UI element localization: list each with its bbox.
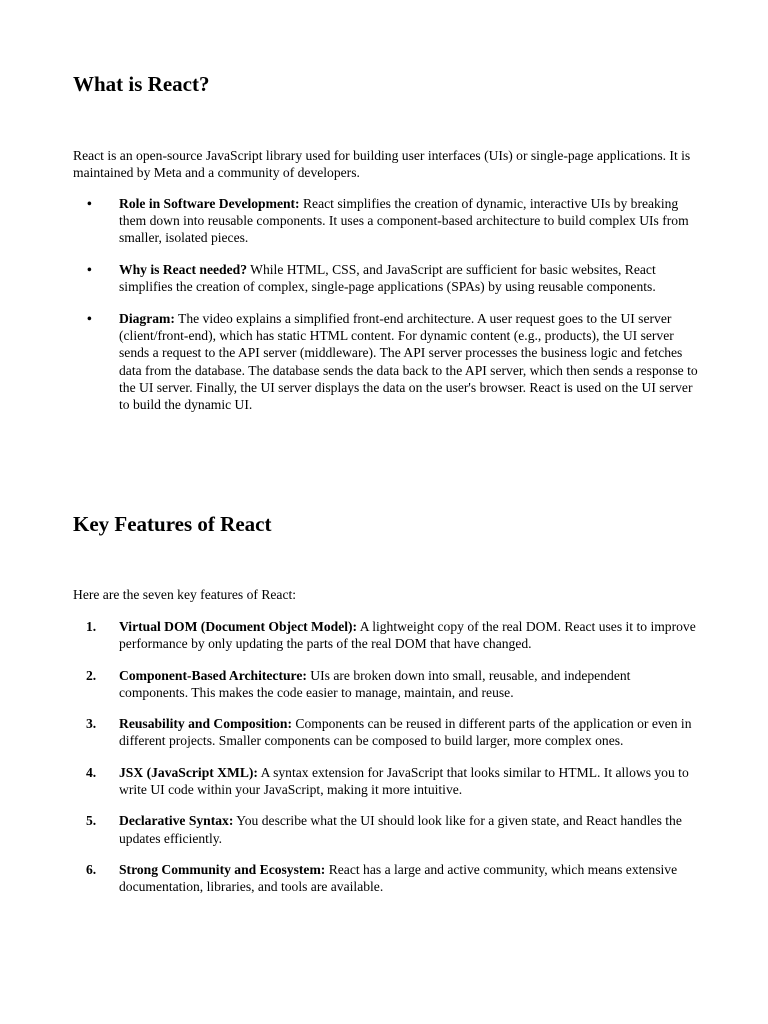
bullet-lead: Why is React needed? — [119, 262, 247, 278]
feature-item-declarative — [73, 812, 698, 846]
intro-paragraph: React is an open-source JavaScript library used for building user interfaces (UIs) or single-page applications. It is maintained by Meta and a community of developers. — [73, 148, 691, 181]
features-list — [73, 618, 698, 910]
bullet-marker: • — [87, 262, 92, 278]
bullet-lead: Diagram: — [119, 311, 175, 327]
feature-number: 5. — [86, 813, 97, 829]
feature-text: React has a large and active community, which means extensive documentation, libraries, and tools are available. — [119, 861, 678, 895]
feature-number: 4. — [86, 764, 97, 780]
feature-number: 3. — [86, 716, 97, 732]
feature-number: 6. — [86, 861, 97, 877]
feature-text: Components can be reused in different parts of the application or even in different projects. Smaller components can be composed to build larger, more complex ones. — [119, 716, 692, 749]
bullet-marker: • — [87, 311, 92, 327]
feature-lead: JSX (JavaScript XML): — [119, 764, 258, 780]
feature-lead: Virtual DOM (Document Object Model): — [119, 619, 358, 634]
feature-item-component-architecture — [73, 667, 698, 701]
bullet-list — [73, 195, 698, 428]
bullet-item-role — [73, 195, 698, 247]
feature-item-virtual-dom — [73, 618, 698, 652]
bullet-text: The video explains a simplified front-end architecture. A user request goes to the UI server (client/front-end), which has static HTML content. For dynamic content (e.g., products), the UI server sends a request to the API server (middleware). The API server processes the business logic and fetches data from the database. The database sends the data back to the API server, which then sends a response to the UI server. Finally, the UI server displays the data on the user's browser. React is used on the UI server to build the dynamic UI. — [119, 311, 698, 413]
bullet-lead: Role in Software Development: — [119, 196, 300, 211]
section-heading-what-is-react: What is React? — [73, 72, 210, 96]
feature-number: 2. — [86, 667, 97, 683]
feature-text: A lightweight copy of the real DOM. React uses it to improve performance by only updating the parts of the real DOM that have changed. — [119, 619, 696, 652]
feature-text: UIs are broken down into small, reusable, and independent components. This makes the code easier to manage, maintain, and reuse. — [119, 667, 631, 700]
bullet-text: While HTML, CSS, and JavaScript are sufficient for basic websites, React simplifies the creation of complex, single-page applications (SPAs) by using reusable components. — [119, 262, 656, 295]
feature-lead: Reusability and Composition: — [119, 716, 292, 732]
feature-lead: Component-Based Architecture: — [119, 667, 307, 683]
feature-lead: Strong Community and Ecosystem: — [119, 861, 326, 877]
bullet-marker: • — [87, 196, 92, 211]
section-heading-key-features: Key Features of React — [73, 512, 272, 536]
bullet-item-diagram — [73, 310, 698, 413]
feature-item-community — [73, 861, 698, 895]
feature-text: You describe what the UI should look like for a given state, and React handles the updates efficiently. — [119, 813, 682, 846]
bullet-text: React simplifies the creation of dynamic, interactive UIs by breaking them down into reusable components. It uses a component-based architecture to build complex UIs from smaller, isolated pieces. — [119, 196, 689, 246]
feature-item-reusability — [73, 715, 698, 749]
feature-lead: Declarative Syntax: — [119, 813, 234, 829]
feature-number: 1. — [86, 619, 97, 634]
feature-item-jsx — [73, 764, 698, 798]
bullet-item-why — [73, 261, 698, 295]
features-intro-paragraph: Here are the seven key features of React: — [73, 587, 297, 602]
feature-text: A syntax extension for JavaScript that looks similar to HTML. It allows you to write UI code within your JavaScript, making it more intuitive. — [119, 764, 689, 797]
